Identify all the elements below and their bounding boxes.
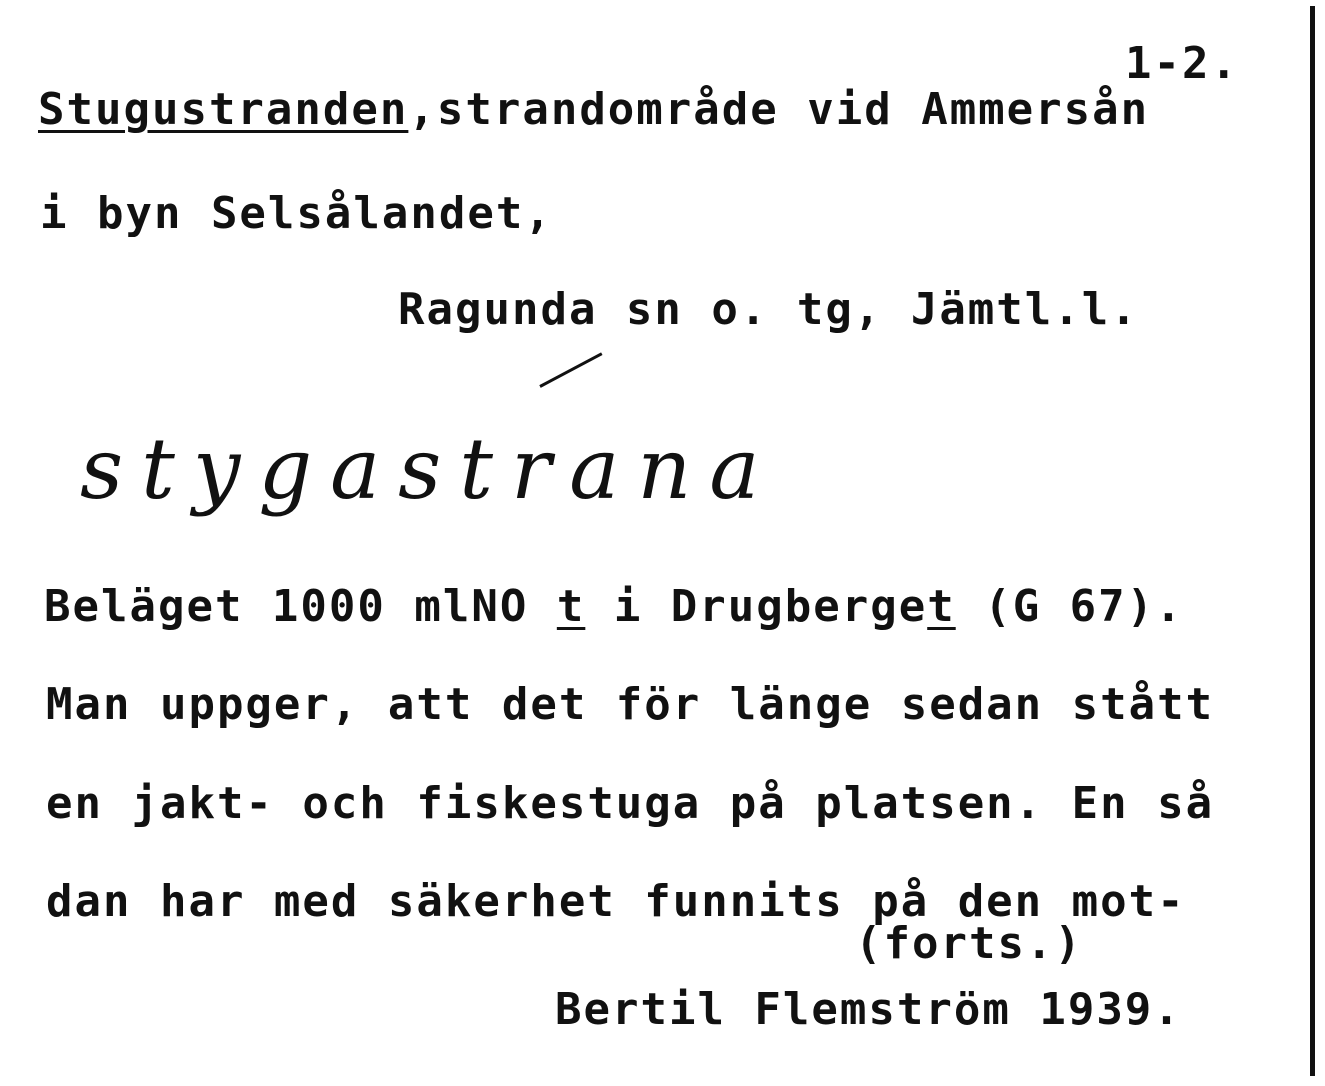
body-line-3: dan har med säkerhet funnits på den mot- [46, 876, 1186, 927]
handwritten-pronunciation: stygastrana [80, 420, 778, 518]
body-line-1: Man uppger, att det för länge sedan stått [46, 679, 1215, 730]
continued-note: (forts.) [855, 918, 1083, 969]
card-number: 1-2. [1125, 38, 1239, 89]
heading-line [38, 84, 1150, 135]
place-name: Stugustranden [38, 84, 409, 135]
signature-line: Bertil Flemström 1939. [555, 984, 1182, 1035]
location-text: Beläget 1000 mlNO [44, 581, 557, 632]
underlined-t-2: t [927, 581, 956, 632]
handwritten-accent-mark [539, 352, 602, 388]
underlined-t: t [556, 581, 586, 632]
village-line: i byn Selsålandet, [40, 188, 553, 239]
location-ref: (G 67). [955, 581, 1184, 632]
body-line-2: en jakt- och fiskestuga på platsen. En så [46, 778, 1215, 829]
parish-line: Ragunda sn o. tg, Jämtl.l. [398, 284, 1139, 335]
place-description: ,strandområde vid Ammersån [408, 84, 1150, 135]
location-line [44, 581, 1184, 632]
location-text-2: i Drugberge [585, 581, 928, 632]
card-edge-line [1310, 6, 1315, 1076]
